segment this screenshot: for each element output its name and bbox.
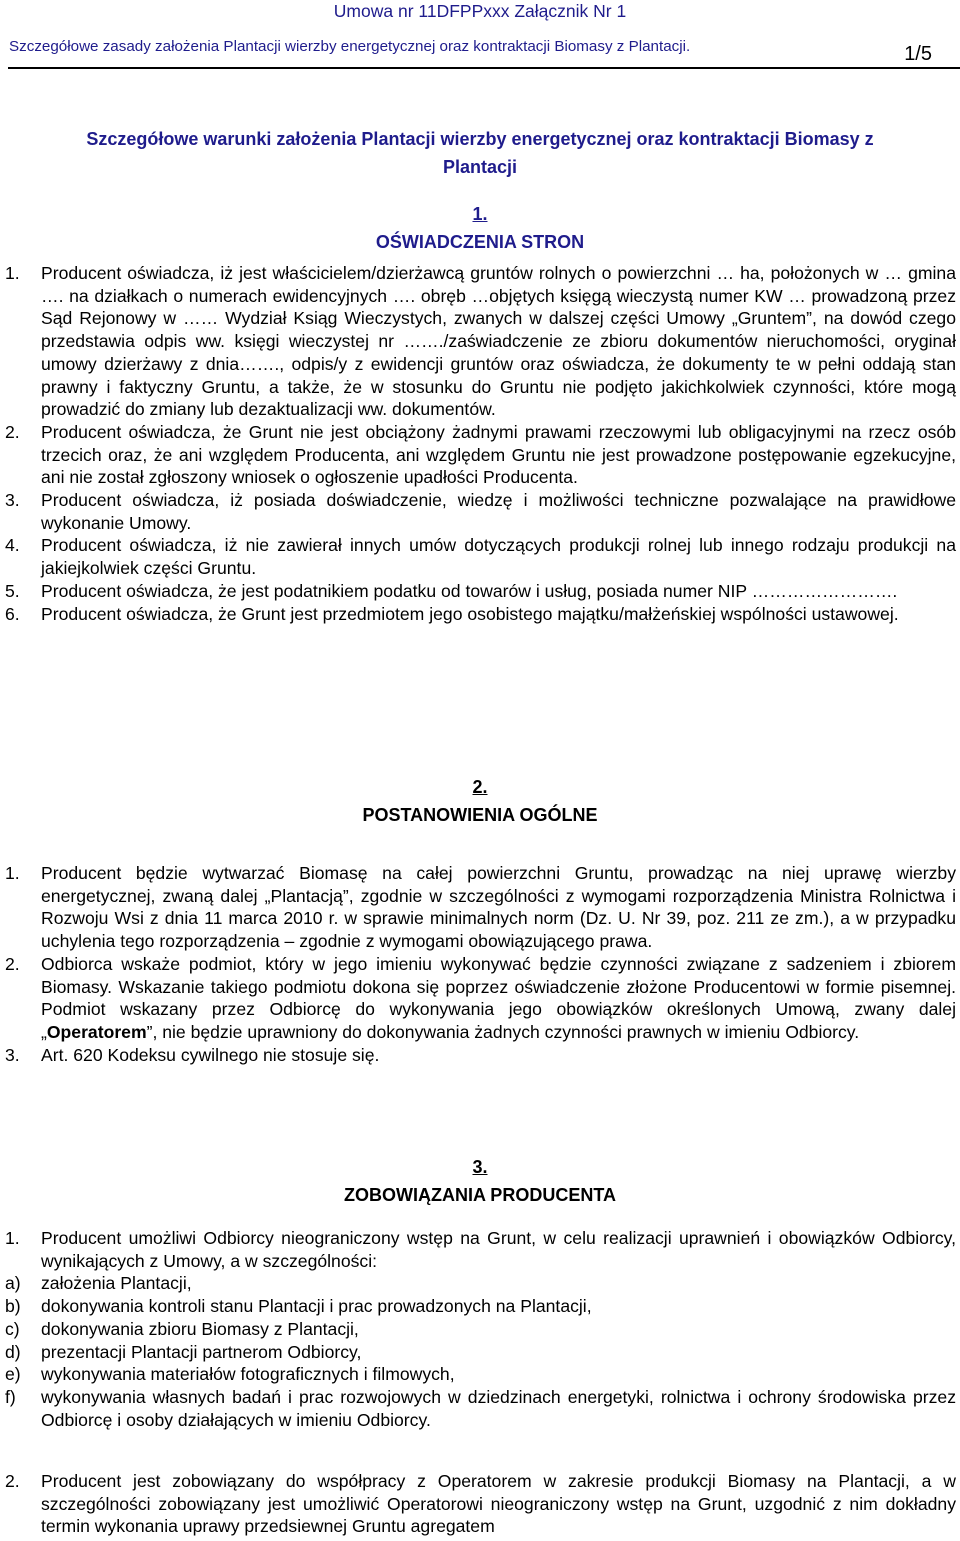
list-item: f) wykonywania własnych badań i prac rozwojowych w dziedzinach energetyki, rolnictwa i ochrony środowiska przez Odbiorcę i osoby działających w imieniu Odbiorcy.: [5, 1386, 956, 1430]
page-number: 1/5: [904, 43, 932, 65]
section-3-heading: [0, 1153, 960, 1209]
list-item: 2. Odbiorca wskaże podmiot, który w jego imieniu wykonywać będzie czynności związane z sadzeniem i zbiorem Biomasy. Wskazanie takiego podmiotu dokona się poprzez oświadczenie złożone Producentowi w formie pisemnej. Podmiot wskazany przez Odbiorcę do wykonywania jego obowiązków określonych Umową, zwany dalej „Operatorem”, nie będzie uprawniony do dokonywania żadnych czynności prawnych w imieniu Odbiorcy.: [5, 953, 956, 1042]
list-item: e) wykonywania materiałów fotograficznych i filmowych,: [5, 1364, 455, 1385]
section-3-body-continued: [0, 1470, 960, 1538]
list-item: a) założenia Plantacji,: [5, 1273, 192, 1294]
document-title-line1: Szczegółowe warunki założenia Plantacji wierzby energetycznej oraz kontraktacji Biomasy z: [86, 129, 874, 149]
document-title-line2: Plantacji: [442, 157, 518, 177]
section-number: 3.: [472, 1157, 488, 1177]
section-2-body: [0, 862, 960, 1066]
section-1-body: [0, 262, 960, 625]
list-item: 2. Producent jest zobowiązany do współpracy z Operatorem w zakresie produkcji Biomasy na Plantacji, a w szczególności zobowiązany jest umożliwić Operatorowi nieograniczony wstęp na Grunt, uzgodnić z nim dokładny termin wykonania uprawy przedsiewnej Gruntu agregatem: [5, 1471, 956, 1537]
operator-term: Operatorem: [46, 1021, 147, 1042]
list-item: 1. Producent umożliwi Odbiorcy nieograniczony wstęp na Grunt, w celu realizacji uprawnień i obowiązków Odbiorcy, wynikających z Umowy, a w szczególności:: [5, 1228, 956, 1271]
section-name: OŚWIADCZENIA STRON: [375, 232, 585, 252]
list-item: 1. Producent oświadcza, iż jest właścicielem/dzierżawcą gruntów rolnych o powierzchni … ha, położonych w … gmina …. na działkach o numerach ewidencyjnych …. obręb …objętych księgą wieczystą numer KW … prowadzoną przez Sąd Rejonowy w …… Wydział Ksiąg Wieczystych, zwanych w dalszej części Umowy „Gruntem”, na dowód czego przedstawia odpis ww. księgi wieczystej nr ……./zaświadczenie ze zbioru dokumentów nieruchomości, oryginał umowy dzierżawy z dnia……., odpis/y z ewidencji gruntów oraz oświadcza, że dokumenty te w pełni oddają stan prawny i faktyczny Gruntu, a także, że w stosunku do Gruntu nie podjęto jakichkolwiek czynności, które mogą prowadzić do zmiany lub dezaktualizacji ww. dokumentów.: [5, 263, 956, 420]
header-subtitle: Szczegółowe zasady założenia Plantacji wierzby energetycznej oraz kontraktacji Biomasy z Plantacji.: [9, 38, 691, 55]
list-item: b) dokonywania kontroli stanu Plantacji i prac prowadzonych na Plantacji,: [5, 1296, 592, 1317]
list-item: 6. Producent oświadcza, że Grunt jest przedmiotem jego osobistego majątku/małżeńskiej wspólności ustawowej.: [5, 603, 899, 624]
section-2-heading: [0, 773, 960, 829]
list-item: c) dokonywania zbioru Biomasy z Plantacji,: [5, 1318, 359, 1339]
header-contract-number: Umowa nr 11DFPPxxx Załącznik Nr 1: [333, 1, 627, 21]
list-item: 5. Producent oświadcza, że jest podatnikiem podatku od towarów i usług, posiada numer NIP …………………….: [5, 580, 898, 601]
header-divider: [8, 67, 960, 69]
section-3-body: [0, 1227, 960, 1431]
list-item: 3. Producent oświadcza, iż posiada doświadczenie, wiedzę i możliwości techniczne pozwalające na prawidłowe wykonanie Umowy.: [5, 490, 956, 533]
section-name: ZOBOWIĄZANIA PRODUCENTA: [344, 1185, 616, 1205]
list-item: 1. Producent będzie wytwarzać Biomasę na całej powierzchni Gruntu, prowadząc na niej uprawę wierzby energetycznej, zwaną dalej „Plantacją”, zgodnie w szczególności z wymogami rozporządzenia Ministra Rolnictwa i Rozwoju Wsi z dnia 11 marca 2010 r. w sprawie minimalnych norm (Dz. U. Nr 39, poz. 211 ze zm.), a w przypadku uchylenia tego rozporządzenia – zgodnie z wymogami obowiązującego prawa.: [5, 863, 956, 952]
section-1-heading: [0, 200, 960, 256]
list-item: 4. Producent oświadcza, iż nie zawierał innych umów dotyczących produkcji rolnej lub innego rodzaju produkcji na jakiejkolwiek części Gruntu.: [5, 535, 956, 579]
section-number: 1.: [472, 204, 488, 224]
document-title: [0, 125, 960, 181]
list-item: 3. Art. 620 Kodeksu cywilnego nie stosuje się.: [5, 1044, 380, 1065]
section-name: POSTANOWIENIA OGÓLNE: [362, 805, 598, 825]
section-number: 2.: [472, 777, 488, 797]
list-item: 2. Producent oświadcza, że Grunt nie jest obciążony żadnymi prawami rzeczowymi lub obligacyjnymi na rzecz osób trzecich oraz, że ani względem Producenta, ani względem Gruntu nie jest prowadzone postępowanie egzekucyjne, ani nie został zgłoszony wniosek o ogłoszenie upadłości Producenta.: [5, 421, 956, 488]
list-item: d) prezentacji Plantacji partnerom Odbiorcy,: [5, 1341, 362, 1362]
